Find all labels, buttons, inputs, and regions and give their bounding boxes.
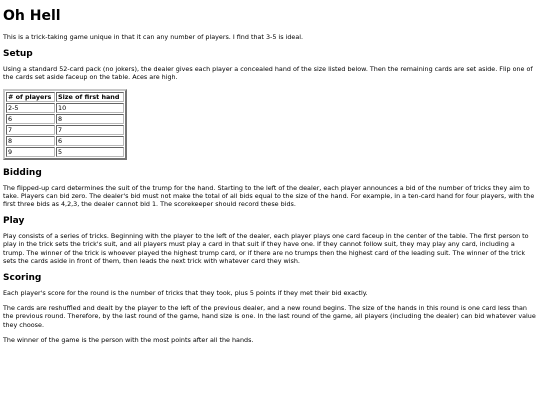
table-header-hand-size: Size of first hand — [56, 92, 124, 102]
table-row — [6, 136, 124, 146]
table-row — [6, 114, 124, 124]
table-cell-players: 6 — [6, 114, 55, 124]
table-row — [6, 147, 124, 157]
table-header-row — [6, 92, 124, 102]
setup-heading: Setup — [3, 49, 33, 60]
table-cell-hand-size: 8 — [56, 114, 124, 124]
table-cell-players: 7 — [6, 125, 55, 135]
setup-paragraph: Using a standard 52-card pack (no jokers), the dealer gives each player a concealed hand of the size listed below. Then the remaining cards are set aside. Flip one of the cards set aside faceup on the table. Aces are high. — [3, 65, 533, 82]
table-row — [6, 125, 124, 135]
intro-paragraph: This is a trick-taking game unique in that it can any number of players. I find that 3-5 is ideal. — [3, 33, 304, 41]
scoring-paragraph-rounds: The cards are reshuffled and dealt by the player to the left of the previous dealer, and a new round begins. The size of the hands in this round is one card less than the previous round. Therefore, by the last round of the game, hand size is one. In the last round of the game, all players (including the dealer) can bid whatever value they choose. — [3, 304, 536, 329]
hand-size-table — [3, 89, 127, 160]
bidding-heading: Bidding — [3, 167, 42, 178]
table-cell-hand-size: 10 — [56, 103, 124, 113]
table-row — [6, 103, 124, 113]
bidding-paragraph: The flipped-up card determines the suit of the trump for the hand. Starting to the left of the dealer, each player announces a bid of the number of tricks they aim to take. Players can bid zero. The dealer's bid must not make the total of all bids equal to the size of the hand. For example, in a ten-card hand for four players, with the first three bids as 4,2,3, the dealer cannot bid 1. The scorekeeper should record these bids. — [3, 183, 535, 209]
table-header-players: # of players — [6, 92, 55, 102]
page-title: Oh Hell — [3, 8, 61, 24]
table-cell-players: 8 — [6, 136, 55, 146]
table-cell-hand-size: 6 — [56, 136, 124, 146]
table-cell-players: 2-5 — [6, 103, 55, 113]
scoring-paragraph-winner: The winner of the game is the person with the most points after all the hands. — [3, 335, 254, 344]
play-heading: Play — [3, 216, 25, 227]
table-cell-hand-size: 7 — [56, 125, 124, 135]
table-cell-hand-size: 5 — [56, 147, 124, 157]
table-cell-players: 9 — [6, 147, 55, 157]
scoring-heading: Scoring — [3, 273, 42, 284]
scoring-paragraph-score: Each player's score for the round is the number of tricks that they took, plus 5 points if they met their bid exactly. — [3, 289, 368, 298]
play-paragraph: Play consists of a series of tricks. Beginning with the player to the left of the dealer, each player plays one card faceup in the center of the table. The first person to play in the trick sets the trick's suit, and all players must play a card in that suit if they have one. If they cannot follow suit, they may play any card, including a trump. The winner of the trick is whoever played the highest trump card, or if there are no trumps then the highest card of the leading suit. The winner of the trick sets the cards aside in front of them, then leads the next trick with whatever card they wish. — [3, 232, 529, 265]
